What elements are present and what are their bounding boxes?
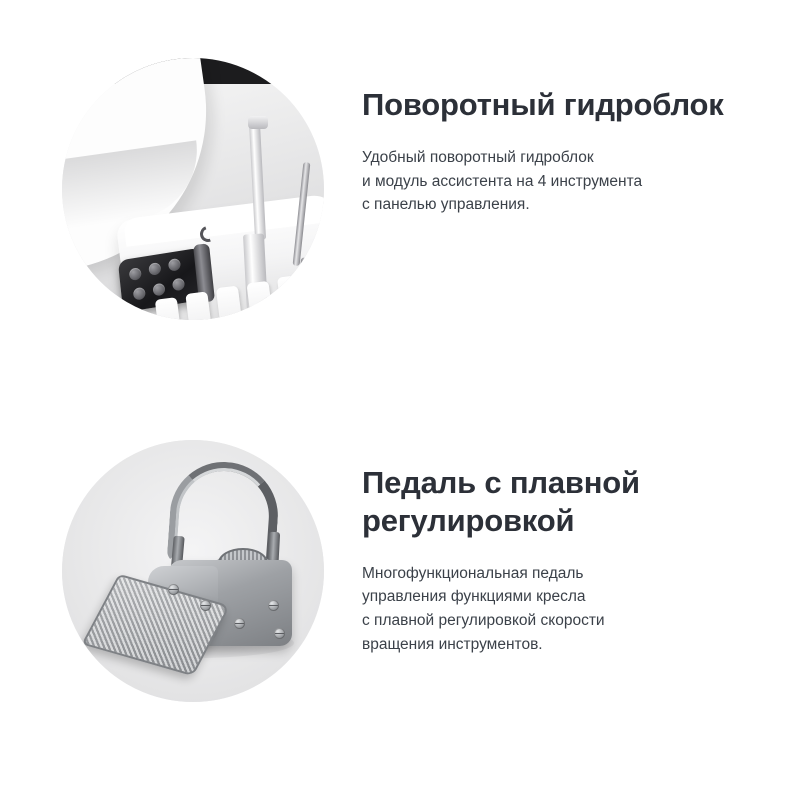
- feature-image-rotating-hydro-block: [62, 58, 324, 320]
- screw-icon: [274, 628, 285, 639]
- feature-description-line: Многофункциональная педаль: [362, 564, 584, 582]
- holder-slot: [155, 297, 184, 320]
- feature-text-rotating-hydro-block: [362, 58, 734, 217]
- feature-description-line: Удобный поворотный гидроблок: [362, 148, 594, 166]
- screw-icon: [234, 618, 245, 629]
- feature-description-line: с панелью управления.: [362, 196, 530, 214]
- instrument-head-icon: [248, 116, 268, 129]
- feature-title: [362, 464, 734, 540]
- feature-description: [362, 562, 734, 657]
- feature-title-line: гидроблок: [563, 87, 724, 122]
- feature-image-smooth-control-pedal: [62, 440, 324, 702]
- screw-icon: [268, 600, 279, 611]
- screw-icon: [168, 584, 179, 595]
- holder-slot: [277, 275, 306, 320]
- feature-block-rotating-hydro-block: [62, 58, 734, 320]
- keypad-button-icon: [168, 258, 181, 272]
- keypad-button-icon: [133, 287, 146, 301]
- keypad-button-icon: [129, 267, 142, 281]
- feature-title: [362, 86, 734, 124]
- feature-title-line: Поворотный: [362, 87, 556, 122]
- screw-icon: [200, 600, 211, 611]
- holder-slot: [308, 269, 324, 320]
- feature-description: [362, 146, 734, 217]
- keypad-button-icon: [148, 262, 161, 276]
- holder-slot: [247, 281, 276, 320]
- keypad-button-icon: [172, 278, 185, 292]
- feature-description-line: управления функциями кресла: [362, 588, 586, 606]
- feature-block-smooth-control-pedal: [62, 440, 734, 702]
- feature-description-line: с плавной регулировкой скорости: [362, 612, 605, 630]
- feature-title-line: регулировкой: [362, 502, 575, 538]
- feature-text-smooth-control-pedal: [362, 440, 734, 656]
- feature-description-line: вращения инструментов.: [362, 635, 543, 653]
- feature-title-line: Педаль с плавной: [362, 465, 640, 500]
- holder-slot: [216, 286, 245, 320]
- holder-slot: [185, 291, 214, 320]
- feature-description-line: и модуль ассистента на 4 инструмента: [362, 172, 643, 190]
